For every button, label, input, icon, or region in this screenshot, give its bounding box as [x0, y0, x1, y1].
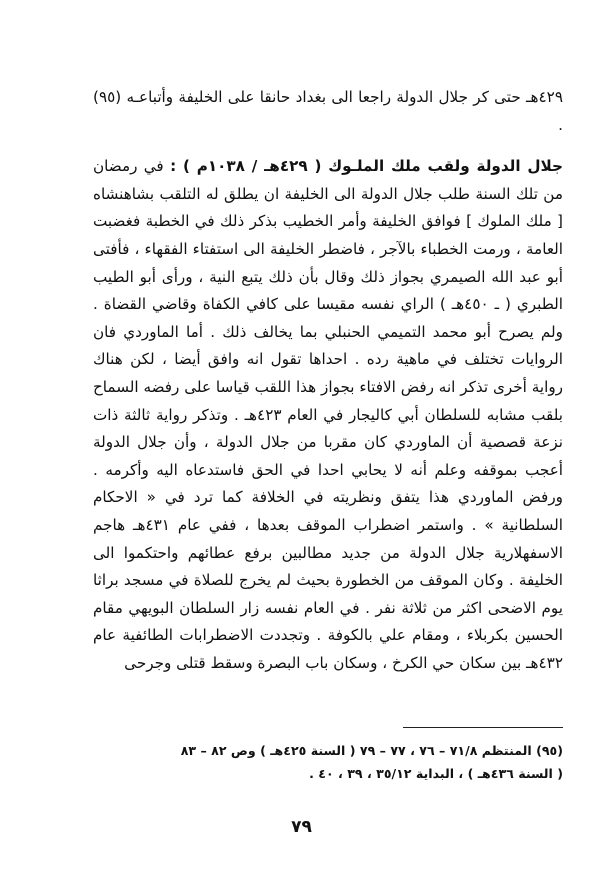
- footnote: [60, 739, 563, 785]
- footnote-line-2: ( السنة ٤٣٦هـ ) ، البداية ٣٥/١٢ ، ٣٩ ، ٤٠ .: [309, 766, 563, 781]
- footnote-divider: [403, 727, 563, 728]
- paragraph-1: ٤٢٩هـ حتى كر جلال الدولة راجعا الى بغداد حانقا على الخليفة وأتباعـه (٩٥) .: [93, 88, 563, 134]
- page-number: ٧٩: [291, 817, 312, 837]
- footnote-line-1: (٩٥) المنتظم ٧١/٨ – ٧٦ ، ٧٧ – ٧٩ ( السنة ٤٢٥هـ ) وص ٨٢ – ٨٣: [180, 743, 563, 758]
- paragraph-2: [93, 153, 563, 677]
- paragraph-2-text: في رمضان من تلك السنة طلب جلال الدولة الى الخليفة ان يطلق له التلقب بشاهنشاه [ ملك الملوك ] فوافق الخليفة وأمر الخطيب بذكر ذلك في الخطبة فغضبت العامة ، ورمت الخطباء بالآجر ، فاضطر الخليفة الى استفتاء الفقهاء ، فأفتى أبو عبد الله الصيمري بجواز ذلك وقال بأن ذلك يتبع النية ، ورأى أبو الطيب الطبري ( ـ ٤٥٠هـ ) الراي نفسه مقيسا على كافي الكفاة وقاضي القضاة . ولم يصرح أبو محمد التميمي الحنبلي بما يخالف ذلك . أما الماوردي فان الروايات تختلف في ماهية رده . احداها تقول انه وافق أيضا ، لكن هناك رواية أخرى تذكر انه رفض الافتاء بجواز هذا اللقب قياسا على رفضه السماح بلقب مشابه للسلطان أبي كاليجار في العام ٤٢٣هـ . وتذكر رواية ثالثة ذات نزعة قصصية أن الماوردي كان مقربا من جلال الدولة ، وأن جلال الدولة أعجب بموقفه وعلم أنه لا يحابي احدا في الحق فاستدعاه اليه وأكرمه . ورفض الماوردي هذا يتفق ونظريته في الخلافة كما ترد في « الاحكام السلطانية » . واستمر اضطراب الموقف بعدها ، ففي عام ٤٣١هـ هاجم الاسفهلارية جلال الدولة من جديد مطالبين برفع عطائهم واحتكموا الى الخليفة . وكان الموقف من الخطورة بحيث لم يخرج للصلاة في مسجد براثا يوم الاضحى اكثر من ثلاثة نفر . في العام نفسه زار السلطان البويهي مقام الحسين بكربلاء ، ومقام علي بالكوفة . وتجددت الاضطرابات الطائفية عام ٤٣٢هـ بين سكان حي الكرخ ، وسكان باب البصرة وسقط قتلى وجرحى: [93, 157, 563, 672]
- main-text: [93, 84, 563, 677]
- section-heading: جلال الدولة ولقب ملك الملـوك ( ٤٢٩هـ / ١٠٣٨م ) :: [170, 157, 563, 176]
